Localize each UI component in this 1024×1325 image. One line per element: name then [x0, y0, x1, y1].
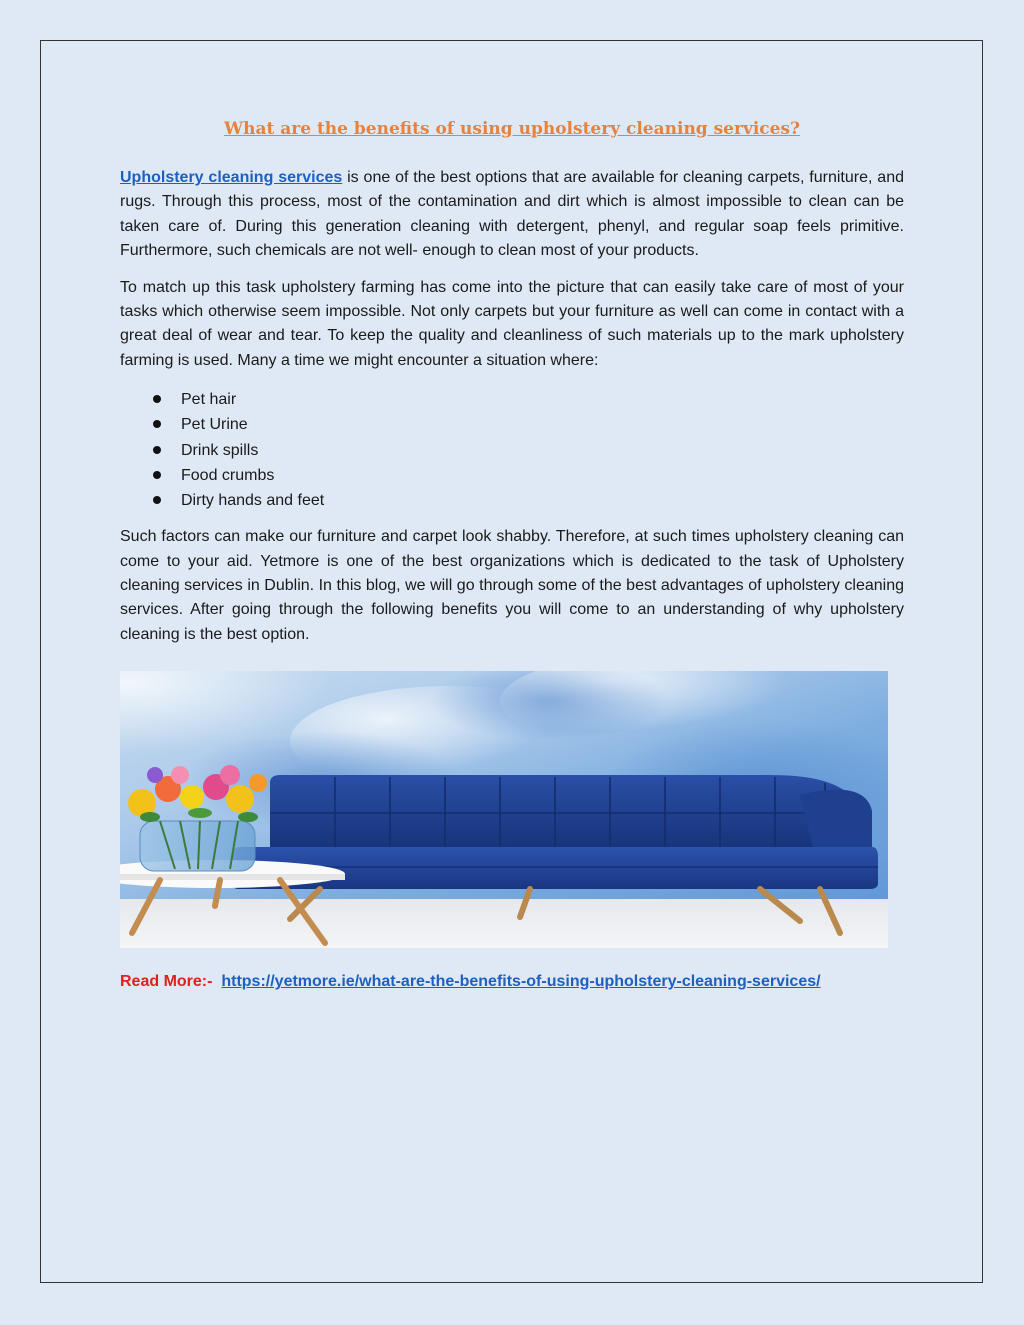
blue-sofa-photo: [120, 671, 888, 948]
situation-list: [120, 385, 904, 513]
bullet-icon: [153, 471, 161, 479]
list-item-text: Food crumbs: [181, 466, 275, 484]
list-item-text: Pet hair: [181, 391, 237, 409]
list-item-text: Drink spills: [181, 441, 259, 459]
bullet-icon: [153, 420, 161, 428]
paragraph-two: To match up this task upholstery farming has come into the picture that can easily take care of most of your tasks which otherwise seem impossible. Not only carpets but your furniture as well can come in contact with a great deal of wear and tear. To keep the quality and cleanliness of such materials up to the mark upholstery farming is used. Many a time we might encounter a situation where:: [120, 278, 904, 369]
intro-text: is one of the best options that are available for cleaning carpets, furniture, and rugs. Through this process, most of the contamination and dirt which is almost impossible to clean can be taken care of. During this generation cleaning with detergent, phenyl, and regular soap feels primitive. Furthermore, such chemicals are not well- enough to clean most of your products.: [120, 169, 904, 260]
list-item: [120, 412, 904, 437]
list-item: [120, 438, 904, 463]
paragraph-three: Such factors can make our furniture and carpet look shabby. Therefore, at such times upholstery cleaning can come to your aid. Yetmore is one of the best organizations which is dedicated to the task of Upholstery cleaning services in Dublin. In this blog, we will go through some of the best advantages of upholstery cleaning services. After going through the following benefits you will come to an understanding of why upholstery cleaning is the best option.: [120, 528, 904, 643]
read-more-link[interactable]: https://yetmore.ie/what-are-the-benefits-of-using-upholstery-cleaning-services/: [221, 973, 821, 990]
read-more-label: Read More:-: [120, 973, 213, 990]
page-title: What are the benefits of using upholstery cleaning services?: [224, 119, 800, 139]
list-item-text: Pet Urine: [181, 416, 248, 434]
list-item: [120, 488, 904, 513]
sofa-illustration: [120, 671, 888, 948]
upholstery-cleaning-link[interactable]: Upholstery cleaning services: [120, 169, 343, 186]
list-item: [120, 463, 904, 488]
intro-paragraph: [120, 166, 904, 264]
bullet-icon: [153, 395, 161, 403]
list-item-text: Dirty hands and feet: [181, 492, 325, 510]
list-item: [120, 387, 904, 412]
article-body: [120, 166, 904, 659]
bullet-icon: [153, 496, 161, 504]
bullet-icon: [153, 446, 161, 454]
read-more-line: [120, 973, 821, 991]
